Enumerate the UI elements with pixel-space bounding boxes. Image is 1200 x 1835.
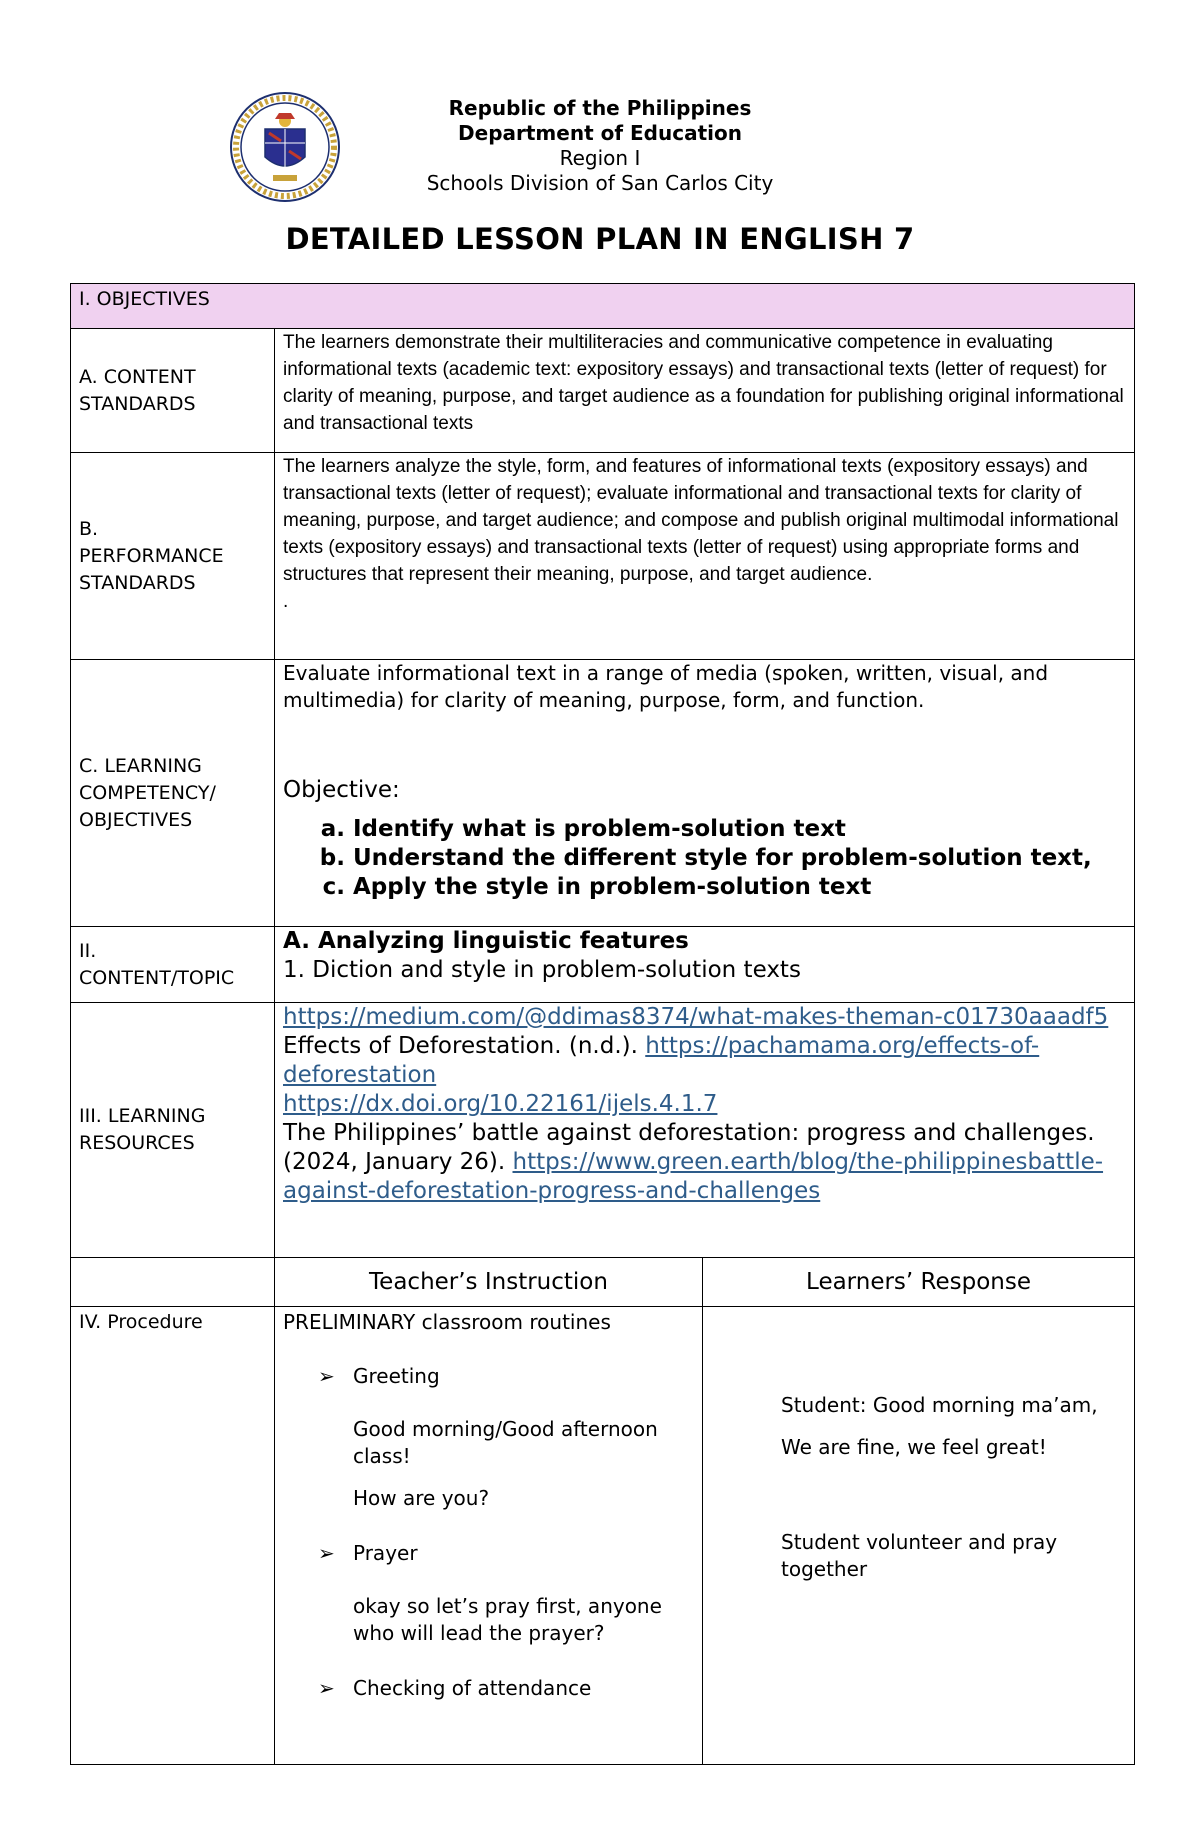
performance-standards-text: The learners analyze the style, form, and features of informational texts (expository essays) and transactional texts (letter of request); evaluate informational and transactional texts for clarity of meaning, purpose, and target audience; and compose and publish original multimodal informational texts (expository essays) and transactional texts (letter of request) using appropriate forms and structures that represent their meaning, purpose, and target audience. — [283, 456, 1119, 585]
content-standards-row — [71, 329, 1135, 453]
arrow-bullet-icon: ➢ — [318, 1676, 335, 1700]
objectives-list — [283, 815, 1126, 902]
objective-item: a. Identify what is problem-solution text — [353, 815, 1126, 844]
objective-item: c. Apply the style in problem-solution text — [353, 873, 1126, 902]
document-header — [350, 96, 850, 196]
header-department: Department of Education — [458, 121, 742, 145]
objectives-header: I. OBJECTIVES — [79, 288, 210, 310]
teacher-instruction-header: Teacher’s Instruction — [369, 1268, 608, 1295]
response-prayer: Student volunteer and pray together — [781, 1530, 1058, 1581]
content-topic-row — [71, 927, 1135, 1003]
learning-competency-text: Evaluate informational text in a range of media (spoken, written, visual, and multimedia) for clarity of meaning, purpose, form, and function. — [283, 661, 1049, 712]
attendance-item — [283, 1675, 694, 1702]
arrow-bullet-icon: ➢ — [318, 1364, 335, 1388]
greeting-label: Greeting — [353, 1364, 440, 1388]
page-title: DETAILED LESSON PLAN IN ENGLISH 7 — [285, 222, 915, 256]
prayer-item — [283, 1540, 694, 1567]
attendance-label: Checking of attendance — [353, 1676, 592, 1700]
performance-standards-label: PERFORMANCE STANDARDS — [79, 544, 224, 594]
learning-competency-label: C. LEARNING COMPETENCY/ OBJECTIVES — [79, 754, 216, 831]
prayer-label: Prayer — [353, 1541, 418, 1565]
greeting-line: Good morning/Good afternoon class! — [353, 1417, 658, 1468]
performance-standards-row — [71, 453, 1135, 660]
header-republic: Republic of the Philippines — [448, 96, 752, 120]
response-fine: We are fine, we feel great! — [781, 1435, 1047, 1459]
content-topic-label: CONTENT/TOPIC — [79, 966, 235, 989]
objective-item: b. Understand the different style for problem-solution text, — [353, 844, 1126, 873]
learning-competency-row — [71, 660, 1135, 927]
lesson-plan-table — [70, 283, 1135, 1765]
content-topic-label-number: II. — [79, 939, 97, 962]
performance-standards-label-number: B. — [79, 517, 99, 540]
resource-link-green-earth[interactable]: https://www.green.earth/blog/the-philippinesbattle-against-deforestation-progress-and-challenges — [283, 1149, 1104, 1204]
objective-heading: Objective: — [283, 777, 400, 803]
header-region: Region I — [559, 146, 641, 170]
resource-philippines-citation: The Philippines’ battle against deforestation: progress and challenges. (2024, January 26). — [283, 1120, 1095, 1175]
content-topic-heading: A. Analyzing linguistic features — [283, 928, 689, 954]
performance-standards-dot: . — [283, 591, 289, 612]
procedure-label: IV. Procedure — [79, 1311, 203, 1333]
response-greeting: Student: Good morning ma’am, — [781, 1393, 1098, 1417]
resource-link-medium[interactable]: https://medium.com/@ddimas8374/what-makes-theman-c01730aaadf5 — [283, 1004, 1109, 1030]
content-standards-text: The learners demonstrate their multiliteracies and communicative competence in evaluating informational texts (academic text: expository essays) and transactional texts (letter of request) for clarity of meaning, purpose, and target audience as a foundation for publishing original informational and transactional texts — [283, 332, 1124, 434]
learning-resources-row — [71, 1003, 1135, 1258]
procedure-intro: PRELIMINARY classroom routines — [283, 1310, 611, 1334]
objectives-header-row — [71, 284, 1135, 329]
content-topic-subheading: 1. Diction and style in problem-solution texts — [283, 957, 801, 983]
resource-deforestation-citation: Effects of Deforestation. (n.d.). — [283, 1033, 638, 1059]
learners-response-header: Learners’ Response — [806, 1268, 1031, 1295]
column-header-row — [71, 1258, 1135, 1307]
prayer-line: okay so let’s pray first, anyone who will lead the prayer? — [353, 1594, 662, 1645]
arrow-bullet-icon: ➢ — [318, 1541, 335, 1565]
content-standards-label: A. CONTENT STANDARDS — [79, 365, 196, 415]
deped-seal-logo — [229, 91, 341, 203]
how-are-you-line: How are you? — [353, 1486, 490, 1510]
header-division: Schools Division of San Carlos City — [426, 171, 774, 195]
greeting-item — [283, 1363, 694, 1390]
learning-resources-label: III. LEARNING RESOURCES — [79, 1105, 206, 1154]
resource-link-doi[interactable]: https://dx.doi.org/10.22161/ijels.4.1.7 — [283, 1091, 718, 1117]
procedure-row — [71, 1307, 1135, 1765]
resource-link-pachamama[interactable]: https://pachamama.org/effects-of-deforestation — [283, 1033, 1040, 1088]
